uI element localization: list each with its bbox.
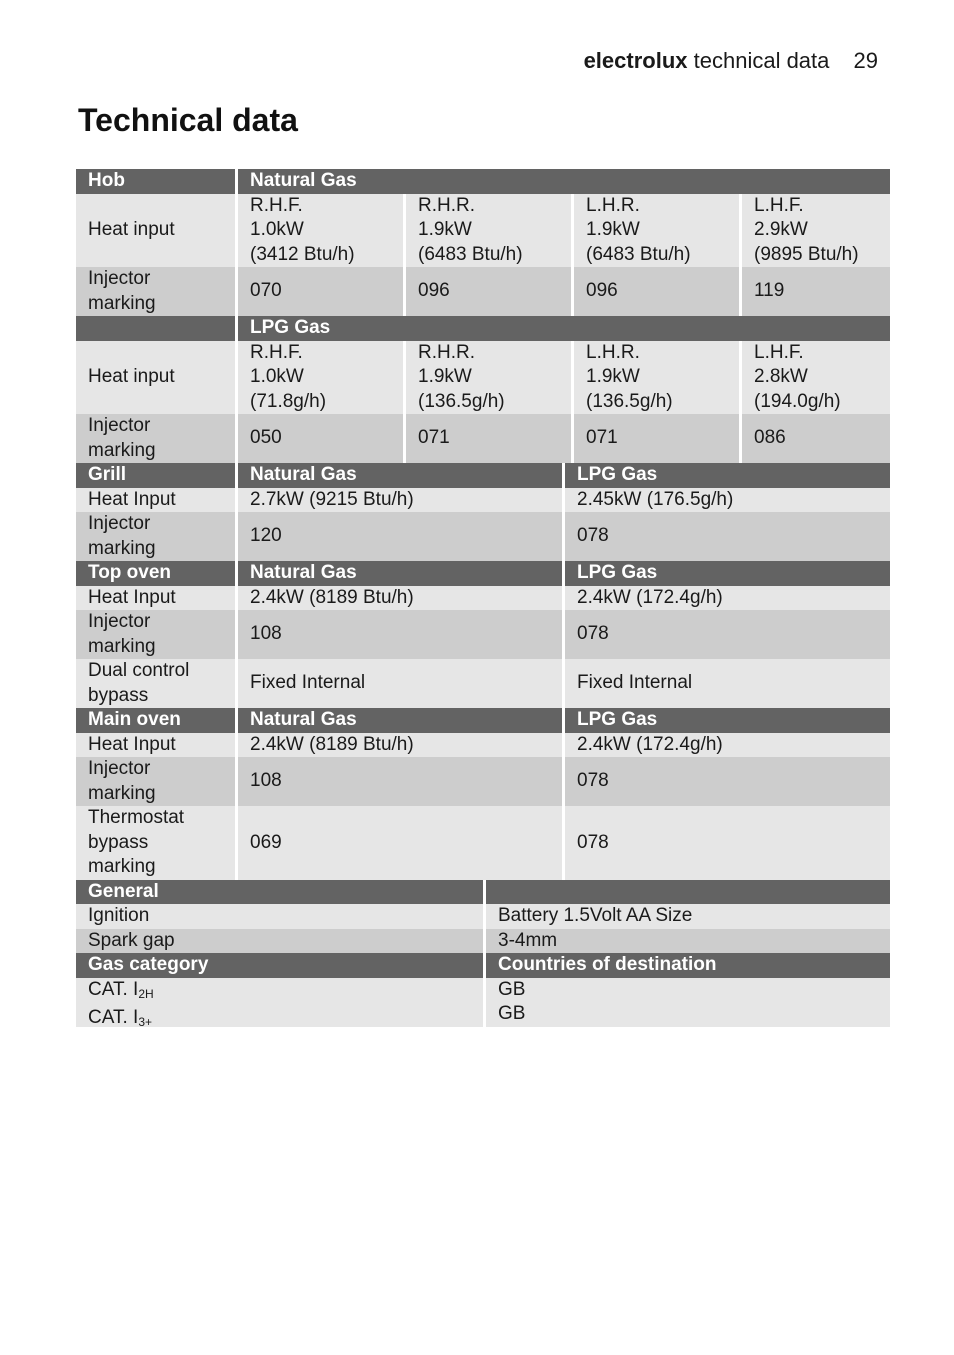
row-label — [76, 757, 235, 806]
row-label-line: marking — [88, 439, 156, 461]
row-label-line: Injector — [88, 268, 151, 289]
top-oven-lpg-header: LPG Gas — [562, 561, 890, 586]
row-label: Heat Input — [76, 733, 235, 758]
hob-lpg-header-row — [76, 316, 890, 341]
main-oven-ng-header: Natural Gas — [235, 708, 562, 733]
burner-rate: (6483 Btu/h) — [418, 243, 523, 265]
bypass-ng — [235, 659, 562, 708]
grill-heat-input-row — [76, 488, 890, 513]
burner-power: 1.9kW — [586, 366, 640, 387]
spark-gap-row — [76, 929, 890, 954]
thermostat-value-text: 078 — [577, 831, 609, 853]
injector-lpg — [562, 512, 890, 561]
cat-prefix: CAT. I — [88, 978, 139, 1000]
grill-injector-row — [76, 512, 890, 561]
burner-power: 1.9kW — [418, 219, 472, 240]
burner-power: 1.0kW — [250, 219, 304, 240]
top-oven-header-row — [76, 561, 890, 586]
main-oven-heat-input-row — [76, 733, 890, 758]
general-label: General — [76, 880, 483, 905]
destination-values — [483, 978, 890, 1027]
hob-lpg-injector-row — [76, 414, 890, 463]
burner-rate: (71.8g/h) — [250, 390, 327, 412]
spark-gap-value: 3-4mm — [483, 929, 890, 954]
main-oven-thermostat-row — [76, 806, 890, 880]
injector-value — [235, 414, 403, 463]
top-oven-injector-row — [76, 610, 890, 659]
row-label: Ignition — [76, 904, 483, 929]
burner-name: R.H.F. — [250, 194, 303, 216]
heat-input-lpg: 2.45kW (176.5g/h) — [562, 488, 890, 513]
cat-subscript: 3+ — [138, 1015, 153, 1029]
heat-input-ng: 2.4kW (8189 Btu/h) — [235, 586, 562, 611]
burner-name: L.H.F. — [754, 341, 804, 363]
injector-value — [739, 414, 890, 463]
hob-lpg-header: LPG Gas — [235, 316, 890, 341]
thermostat-lpg — [562, 806, 890, 880]
row-label-line: marking — [88, 292, 156, 314]
top-oven-heat-input-row — [76, 586, 890, 611]
heat-input-ng: 2.4kW (8189 Btu/h) — [235, 733, 562, 758]
thermostat-value-text: 069 — [250, 831, 282, 853]
row-label-line: bypass — [88, 831, 149, 853]
injector-value-text: 070 — [250, 280, 282, 302]
row-label — [76, 512, 235, 561]
row-label: Heat input — [76, 194, 235, 268]
ignition-row — [76, 904, 890, 929]
row-label: Heat Input — [76, 586, 235, 611]
burner-rate: (6483 Btu/h) — [586, 243, 691, 265]
injector-value — [403, 414, 571, 463]
burner-power: 2.9kW — [754, 219, 808, 240]
top-oven-ng-header: Natural Gas — [235, 561, 562, 586]
gas-category-header-row — [76, 953, 890, 978]
burner-name: L.H.R. — [586, 194, 640, 216]
heat-input-lpg: 2.4kW (172.4g/h) — [562, 733, 890, 758]
burner-cell — [403, 194, 571, 268]
row-label-line: Injector — [88, 513, 151, 534]
row-label-line: Dual control — [88, 660, 190, 681]
burner-rate: (194.0g/h) — [754, 390, 841, 412]
row-label-line: marking — [88, 856, 156, 877]
brand-name: electrolux — [583, 48, 688, 73]
burner-name: R.H.R. — [418, 341, 475, 363]
burner-rate: (136.5g/h) — [418, 390, 505, 412]
ignition-value: Battery 1.5Volt AA Size — [483, 904, 890, 929]
burner-rate: (9895 Btu/h) — [754, 243, 859, 265]
injector-value-text: 096 — [418, 280, 450, 302]
cat-line — [88, 1006, 483, 1035]
injector-ng — [235, 512, 562, 561]
burner-power: 1.9kW — [586, 219, 640, 240]
row-label-line: Injector — [88, 415, 151, 436]
injector-value — [235, 267, 403, 316]
injector-value-text: 078 — [577, 623, 609, 645]
gas-category-row — [76, 978, 890, 1027]
top-oven-label: Top oven — [76, 561, 235, 586]
injector-ng — [235, 757, 562, 806]
heat-input-ng: 2.7kW (9215 Btu/h) — [235, 488, 562, 513]
grill-header-row — [76, 463, 890, 488]
empty-header-cell — [76, 316, 235, 341]
row-label-line: Injector — [88, 758, 151, 779]
cat-line — [88, 978, 483, 1007]
row-label — [76, 267, 235, 316]
injector-value-text: 108 — [250, 623, 282, 645]
grill-ng-header: Natural Gas — [235, 463, 562, 488]
row-label: Heat Input — [76, 488, 235, 513]
hob-lpg-heat-input-row — [76, 341, 890, 415]
gas-category-values — [76, 978, 483, 1027]
general-header-row — [76, 880, 890, 905]
injector-value — [571, 414, 739, 463]
row-label-line: marking — [88, 635, 156, 657]
burner-cell — [235, 194, 403, 268]
hob-header-row — [76, 169, 890, 194]
countries-label: Countries of destination — [483, 953, 890, 978]
burner-cell — [403, 341, 571, 415]
technical-data-table — [76, 169, 890, 1027]
injector-value — [403, 267, 571, 316]
injector-value-text: 071 — [586, 427, 618, 449]
injector-value-text: 096 — [586, 280, 618, 302]
empty-header-cell — [483, 880, 890, 905]
injector-ng — [235, 610, 562, 659]
burner-name: R.H.F. — [250, 341, 303, 363]
row-label-line: Thermostat — [88, 807, 185, 828]
row-label-line: Injector — [88, 611, 151, 632]
destination-value: GB — [498, 1003, 526, 1024]
page-title: Technical data — [78, 102, 298, 138]
destination-value: GB — [498, 978, 526, 1000]
burner-power: 1.0kW — [250, 366, 304, 387]
burner-name: L.H.R. — [586, 341, 640, 363]
bypass-value-text: Fixed Internal — [250, 672, 366, 694]
section-name: technical data — [693, 48, 830, 73]
heat-input-lpg: 2.4kW (172.4g/h) — [562, 586, 890, 611]
main-oven-injector-row — [76, 757, 890, 806]
injector-value-text: 078 — [577, 525, 609, 547]
row-label — [76, 806, 235, 880]
row-label — [76, 414, 235, 463]
burner-name: L.H.F. — [754, 194, 804, 216]
cat-prefix: CAT. I — [88, 1007, 139, 1028]
grill-lpg-header: LPG Gas — [562, 463, 890, 488]
burner-rate: (136.5g/h) — [586, 390, 673, 412]
running-header — [584, 48, 878, 74]
main-oven-header-row — [76, 708, 890, 733]
hob-ng-injector-row — [76, 267, 890, 316]
row-label — [76, 610, 235, 659]
row-label: Spark gap — [76, 929, 483, 954]
injector-lpg — [562, 610, 890, 659]
injector-value — [739, 267, 890, 316]
bypass-value-text: Fixed Internal — [577, 672, 693, 694]
burner-power: 1.9kW — [418, 366, 472, 387]
top-oven-bypass-row — [76, 659, 890, 708]
row-label: Heat input — [76, 341, 235, 415]
gas-category-label: Gas category — [76, 953, 483, 978]
burner-name: R.H.R. — [418, 194, 475, 216]
injector-lpg — [562, 757, 890, 806]
hob-ng-heat-input-row — [76, 194, 890, 268]
thermostat-ng — [235, 806, 562, 880]
burner-rate: (3412 Btu/h) — [250, 243, 355, 265]
burner-cell — [571, 341, 739, 415]
main-oven-label: Main oven — [76, 708, 235, 733]
injector-value-text: 071 — [418, 427, 450, 449]
grill-label: Grill — [76, 463, 235, 488]
main-oven-lpg-header: LPG Gas — [562, 708, 890, 733]
injector-value-text: 108 — [250, 770, 282, 792]
injector-value-text: 078 — [577, 770, 609, 792]
injector-value-text: 119 — [754, 280, 785, 302]
injector-value-text: 086 — [754, 427, 786, 449]
injector-value-text: 120 — [250, 525, 282, 547]
bypass-lpg — [562, 659, 890, 708]
cat-subscript: 2H — [138, 986, 154, 1001]
row-label-line: bypass — [88, 684, 149, 706]
hob-label: Hob — [76, 169, 235, 194]
hob-natural-gas-header: Natural Gas — [235, 169, 890, 194]
burner-cell — [235, 341, 403, 415]
row-label-line: marking — [88, 782, 156, 804]
injector-value-text: 050 — [250, 427, 282, 449]
page-number: 29 — [853, 48, 878, 73]
row-label-line: marking — [88, 537, 156, 559]
burner-cell — [739, 194, 890, 268]
row-label — [76, 659, 235, 708]
burner-cell — [571, 194, 739, 268]
burner-power: 2.8kW — [754, 366, 808, 387]
injector-value — [571, 267, 739, 316]
burner-cell — [739, 341, 890, 415]
